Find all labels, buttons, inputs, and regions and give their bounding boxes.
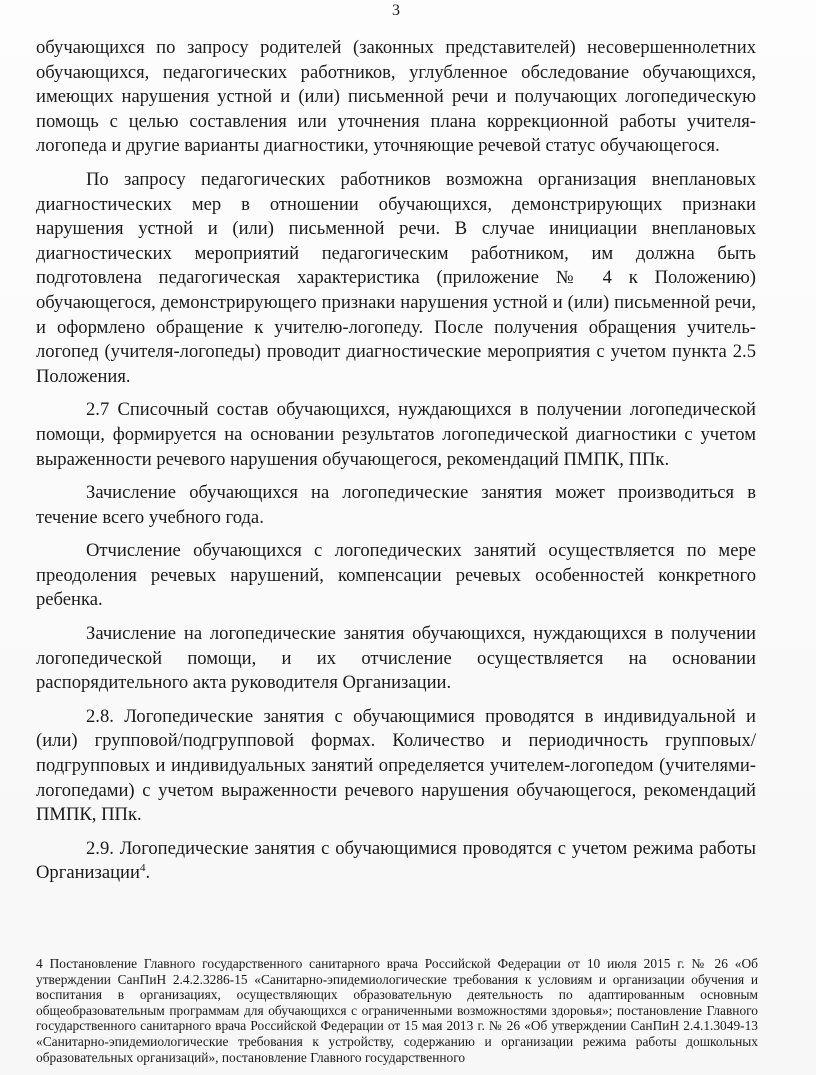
document-body xyxy=(36,36,756,895)
paragraph-p4: Зачисление обучающихся на логопедические занятия может производиться в течение всего учебного года. xyxy=(36,482,756,528)
paragraph-p3: 2.7 Списочный состав обучающихся, нуждающихся в получении логопедической помощи, формируется на основании результатов логопедической диагностики с учетом выраженности речевого нарушения обучающегося, рекомендаций ПМПК, ППк. xyxy=(36,399,756,470)
paragraph-p8-tail: . xyxy=(145,862,151,884)
footnote xyxy=(36,956,758,1065)
paragraph-p1: обучающихся по запросу родителей (законных представителей) несовершеннолетних обучающихся, педагогических работников, углубленное обследование обучающихся, имеющих нарушения устной и (или) письменной речи и получающих логопедическую помощь с целью составления или уточнения плана коррекционной работы учителя-логопеда и другие варианты диагностики, уточняющие речевой статус обучающегося. xyxy=(36,37,756,157)
paragraph-p5: Отчисление обучающихся с логопедических занятий осуществляется по мере преодоления речевых нарушений, компенсации речевых особенностей конкретного ребенка. xyxy=(36,540,756,611)
paragraph-p8-text: 2.9. Логопедические занятия с обучающимися проводятся с учетом режима работы Организации xyxy=(36,837,756,884)
paragraph-p7: 2.8. Логопедические занятия с обучающимися проводятся в индивидуальной и (или) групповой/подгрупповой формах. Количество и периодичность групповых/подгрупповых и индивидуальных занятий определяется учителем-логопедом (учителями-логопедами) с учетом выраженности речевого нарушения обучающегося, рекомендаций ПМПК, ППк. xyxy=(36,705,756,826)
paragraph-p8 xyxy=(36,837,756,886)
footnote-number: 4 xyxy=(36,956,43,971)
paragraph-p6: Зачисление на логопедические занятия обучающихся, нуждающихся в получении логопедической помощи, и их отчисление осуществляется на основании распорядительного акта руководителя Организации. xyxy=(36,623,756,694)
page-number: 3 xyxy=(392,2,400,19)
footnote-reference[interactable]: 4 xyxy=(139,862,146,875)
footnote-text xyxy=(36,956,758,1065)
paragraph-p2: По запросу педагогических работников возможна организация внеплановых диагностических мер в отношении обучающихся, демонстрирующих признаки нарушения устной и (или) письменной речи. В случае инициации внеплановых диагностических мероприятий педагогическим работником, им должна быть подготовлена педагогическая характеристика (приложение № 4 к Положению) обучающегося, демонстрирующего признаки нарушения устной и (или) письменной речи, и оформлено обращение к учителю-логопеду. После получения обращения учитель-логопед (учителя-логопеды) проводит диагностические мероприятия с учетом пункта 2.5 Положения. xyxy=(36,168,756,387)
footnote-body: Постановление Главного государственного санитарного врача Российской Федерации от 10 июля 2015 г. № 26 «Об утверждении СанПиН 2.4.2.3286-15 «Санитарно-эпидемиологические требования к условиям и организации обучения и воспитания в организациях, осуществляющих образовательную деятельность по адаптированным основным общеобразовательным программам для обучающихся с ограниченными возможностями здоровья»; постановление Главного государственного санитарного врача Российской Федерации от 15 мая 2013 г. № 26 «Об утверждении СанПиН 2.4.1.3049-13 «Санитарно-эпидемиологические требования к устройству, содержанию и организации режима работы дошкольных образовательных организаций», постановление Главного государственного xyxy=(36,956,758,1065)
